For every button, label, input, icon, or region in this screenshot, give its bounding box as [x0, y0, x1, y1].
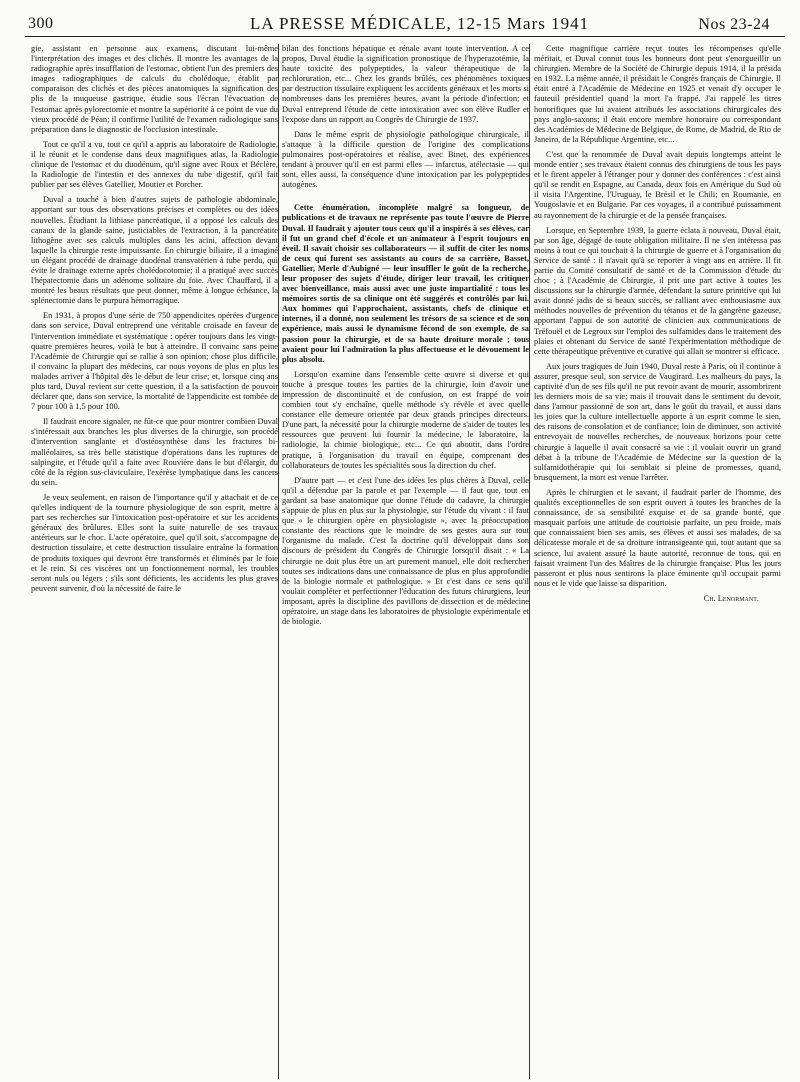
column-divider	[278, 44, 279, 1079]
paragraph: Lorsqu'on examine dans l'ensemble cette œuvre si diverse et qui touche à presque toutes les parties de la chirurgie, loin d'avoir une impression de discontinuité et de confusion, on est frappé de voir combien tout s'y enchaîne, quelle méthode s'y révèle et avec quelle constance elle demeure orientée par deux grands principes directeurs. D'une part, la nécessité pour la chirurgie moderne de s'aider de toutes les ressources que peuvent lui fournir la médecine, le laboratoire, la radiologie, la chimie biologique, etc... Ce qui aboutit, dans l'ordre pratique, à l'organisation du travail en équipe, comprenant des collaborateurs de toutes les spécialités sous la direction du chef.	[282, 369, 529, 470]
paragraph: En 1931, à propos d'une série de 750 appendicites opérées d'urgence dans son service, Duval entreprend une véritable croisade en faveur de l'intervention immédiate et systématique : opérer toujours dans les vingt-quatre premières heures, voilà le but à atteindre. Il convainc sans peine l'Académie de Chirurgie qui se rallie à son opinion; chose plus difficile, il convainc la plupart des médecins, car nous voyons de plus en plus les malades arriver à l'hôpital dès le début de leur crise; et, lorsque cinq ans plus tard, Duval revient sur cette question, il a la satisfaction de pouvoir déclarer que, dans son service, la mortalité de l'appendicite est tombée de 7 pour 100 à 1,5 pour 100.	[31, 311, 278, 412]
paragraph: Je veux seulement, en raison de l'importance qu'il y attachait et de ce qu'elles indiquent de la tournure physiologique de son esprit, mettre à part ses recherches sur l'intoxication post-opératoire et sur les accidents généraux des brûlures. Elles sont la suite naturelle de ses travaux antérieurs sur le choc. L'acte opératoire, quel qu'il soit, s'accompagne de destruction tissulaire, et cette destruction tissulaire entraîne la formation de produits toxiques qui devront être transformés et éliminés par le foie et le rein. Si ces viscères ont un fonctionnement normal, les troubles seront nuls ou légers ; s'ils sont déficients, les accidents les plus graves peuvent survenir, d'où la nécessité de faire le	[31, 492, 278, 593]
page-number: 300	[28, 15, 54, 32]
paragraph: C'est que la renommée de Duval avait depuis longtemps atteint le monde entier ; ses travaux étaient connus des chirurgiens de tous les pays et le firent appeler à l'étranger pour y donner des conférences : c'est ainsi qu'il se rendit en Espagne, au Canada, deux fois en Amérique du Sud où il visita l'Argentine, l'Uruguay, le Brésil et le Chili; en Roumanie, en Yougoslavie et en Bulgarie. Par ces voyages, il a contribué puissamment au rayonnement de la chirurgie et de la pensée françaises.	[534, 149, 781, 220]
paragraph: Dans le même esprit de physiologie pathologique chirurgicale, il s'attaque à la difficile question de l'origine des complications pulmonaires post-opératoires et réalise, avec Binet, des expériences tendant à prouver qu'il en est parmi elles — infarctus, atélectasie — qui sont, elles aussi, la conséquence d'une intoxication par les polypeptides autogènes.	[282, 129, 529, 190]
column-divider	[529, 44, 530, 1079]
author-signature: Ch. Lenormant.	[703, 593, 759, 603]
paragraph: Aux jours tragiques de Juin 1940, Duval reste à Paris, où il continue à assurer, presque seul, son service de Vaugirard. Les malheurs du pays, la captivité d'un de ses fils qu'il ne put revoir avant de mourir, assombrirent les derniers mois de sa vie; mais il trouvait dans le sentiment du devoir, dans l'amour passionné de son art, dans le goût du travail, et aussi dans les joies que la culture intellectuelle apporte à un esprit comme le sien, des raisons de consolation et de confiance; loin de diminuer, son activité entrevoyait de nouvelles recherches, de nouveaux horizons pour cette chirurgie à laquelle il avait consacré sa vie : il voulait ouvrir un grand débat à la tribune de l'Académie de Médecine sur la question de la sulfamidothérapie qui lui semblait si pleine de promesses, quand, brusquement, la mort est venue l'arrêter.	[534, 361, 781, 482]
paragraph: Lorsque, en Septembre 1939, la guerre éclata à nouveau, Duval était, par son âge, dégagé de toute obligation militaire. Il ne s'en intéressa pas moins à tout ce qui touchait à la chirurgie de guerre et à l'organisation du Service de santé : il n'avait qu'à se reporter à vingt ans en arrière. Il fit partie du Comité consultatif de santé et de la Commission d'étude du choc ; à l'Académie de Chirurgie, il prit une part active à toutes les discussions sur la chirurgie d'armée, défendant la suture primitive qui lui avait donné jadis de si beaux succès, se ralliant avec enthousiasme aux méthodes nouvelles de prévention du tétanos et de la gangrène gazeuse, apportant l'appui de son autorité de clinicien aux communications de Tréfouël et de Legroux sur l'emploi des sulfamides dans le traitement des plaies et obtenant du Service de santé l'expérimentation méthodique de cette thérapeutique préventive et curative qui allait se montrer si efficace.	[534, 225, 781, 356]
paragraph: gie, assistant en personne aux examens, discutant lui-même l'interprétation des images et des clichés. Il montre les avantages de la radiographie après insufflation de l'estomac, obtient l'un des premiers des images radiographiques de calculs du cholédoque, établit par comparaison des clichés et des pièces anatomiques la signification des plis de la muqueuse gastrique, étudie sous l'écran l'évacuation de l'estomac après pylorectomie et montre la supériorité à ce point de vue du vieux procédé de Péan; il confirme l'utilité de l'examen radiologique sans préparation dans le diagnostic de l'occlusion intestinale.	[31, 44, 278, 134]
paragraph: Il faudrait encore signaler, ne fût-ce que pour montrer combien Duval s'intéressait aux branches les plus diverses de la chirurgie, son procédé d'intervention sanglante et d'ostéosynthèse dans les fractures bi-malléolaires, sa très belle statistique d'opérations dans les ruptures de salpingite, et l'étude qu'il a faite avec Rouvière dans le but d'élargir, du côté de la région sus-claviculaire, l'exérèse lymphatique dans les cancers du sein.	[31, 417, 278, 487]
column-2	[282, 44, 529, 1076]
paragraph: bilan des fonctions hépatique et rénale avant toute intervention. A ce propos, Duval étudie la signification pronostique de l'hyperazotémie, la haute toxicité des polypeptides, la valeur thérapeutique de la rechloruration, etc... Chez les grands brûlés, ces phénomènes toxiques par destruction tissulaire expliquent les accidents généraux et les morts si nombreuses dans les premières heures, avant la période d'infection; et Duval entreprend l'étude de cette intoxication avec son élève Rudler et l'expose dans un rapport au Congrès de Chirurgie de 1937.	[282, 44, 529, 124]
paragraph: Tout ce qu'il a vu, tout ce qu'il a appris au laboratoire de Radiologie, il le réunit et le condense dans deux magnifiques atlas, la Radiologie clinique de l'estomac et du duodénum, qu'il signe avec Roux et Béclère, la Radiologie de l'intestin et des annexes du tube digestif, qu'il fait publier par ses élèves Gatellier, Moutier et Porcher.	[31, 139, 278, 190]
column-3	[534, 44, 781, 1076]
column-1	[31, 44, 278, 1076]
header-rule	[25, 36, 785, 37]
page-header	[20, 8, 780, 32]
paragraph: Cette magnifique carrière reçut toutes les récompenses qu'elle méritait, et Duval connut tous les honneurs dont peut s'enorgueillir un chirurgien. Membre de la Société de Chirurgie depuis 1914, il la présida en 1932. La même année, il présidait le Congrès français de Chirurgie. Il était entré à l'Académie de Médecine en 1925 et venait d'y occuper le fauteuil présidentiel quand la mort l'a frappé. J'ai rappelé les titres honorifiques que lui avaient attribués les associations chirurgicales des pays anglo-saxons; il était encore membre honoraire ou correspondant des Académies de Médecine de Belgique, de Rome, de Madrid, de Rio de Janeiro, de la République Argentine, etc...	[534, 44, 781, 144]
paragraph: D'autre part — et c'est l'une des idées les plus chères à Duval, celle qu'il a défendue par la parole et par l'exemple — il faut que, tout en gardant sa base anatomique que donne l'étude du cadavre, la chirurgie s'appuie de plus en plus sur la physiologie, sur l'étude du vivant : il faut que « le chirurgien opère en physiologiste », avec la préoccupation constante des réactions que le moindre de ses gestes aura sur tout l'organisme du malade. C'est la doctrine qu'il développait dans son discours de président du Congrès de Chirurgie lorsqu'il disait : « La chirurgie ne doit plus être un art purement manuel, elle doit rechercher toutes ses indications dans une connaissance de plus en plus approfondie de la biologie normale et pathologique. » Et c'est dans ce sens qu'il voulait compléter et perfectionner l'éducation des futurs chirurgiens, leur imposant, après la discipline des pavillons de dissection et de médecine opératoire, un stage dans les laboratoires de physiologie expérimentale et de biologie.	[282, 475, 529, 627]
journal-title: LA PRESSE MÉDICALE, 12-15 Mars 1941	[250, 14, 590, 33]
paragraph-bold: Cette énumération, incomplète malgré sa longueur, de publications et de travaux ne représente pas toute l'œuvre de Pierre Duval. Il faudrait y ajouter tous ceux qu'il a inspirés à ses élèves, car il fut un grand chef d'école et un animateur à l'esprit toujours en éveil. Il savait choisir ses collaborateurs — il suffit de citer les noms de ceux qui furent ses assistants au cours de sa carrière, Basset, Gatellier, Merle d'Aubigné — leur insuffler le goût de la recherche, leur proposer des sujets d'étude, diriger leur travail, les critiquer avec bienveillance, mais aussi avec une juste impartialité : tous les mémoires sortis de sa clinique ont été suggérés et contrôlés par lui. Aux hommes qui l'approchaient, assistants, chefs de clinique et internes, il a donné, non seulement les trésors de sa science et de son expérience, mais aussi le dynamisme fécond de son exemple, de sa passion pour la chirurgie, et de sa haute droiture morale ; tous avaient pour lui l'admiration la plus affectueuse et le dévouement le plus absolu.	[282, 203, 529, 364]
issue-number: Nos 23-24	[698, 16, 770, 33]
section-spacer	[282, 195, 529, 203]
paragraph: Duval a touché à bien d'autres sujets de pathologie abdominale, apportant sur tous des observations précises et complètes ou des idées nouvelles. Étudiant la lithiase pancréatique, il a opposé les calculs des canaux de la glande saine, justiciables de l'extraction, à la pancréatite lithogène avec ses calculs multiples dans les acini, affection devant laquelle la chirurgie reste impuissante. En chirurgie biliaire, il a imaginé un élégant procédé de drainage duodénal transvatérien à tube perdu, qui évite le drainage externe après cholédocotomie; il a pratiqué avec succès l'hépatectomie dans un adénome solitaire du foie. Avec Chauffard, il a montré les beaux résultats que peut donner, même à longue échéance, la splénectomie dans le purpura hémorragique.	[31, 195, 278, 306]
paragraph: Après le chirurgien et le savant, il faudrait parler de l'homme, des qualités exceptionnelles de son esprit ouvert à toutes les branches de la connaissance, de sa sensibilité exquise et de sa grande bonté, que masquait parfois une attitude de courtoisie parfaite, un peu froide, mais que connaissaient bien ses amis, ses élèves et aussi ses malades, de sa délicatesse morale et de sa droiture intransigeante qui, tout autant que sa science, lui avaient assuré la haute autorité, reconnue de tous, qui en faisait vraiment l'un des Maîtres de la chirurgie française. Plus les jours passeront et plus nous sentirons la place éminente qu'il occupait parmi nous et le vide que laisse sa disparition.	[534, 487, 781, 588]
